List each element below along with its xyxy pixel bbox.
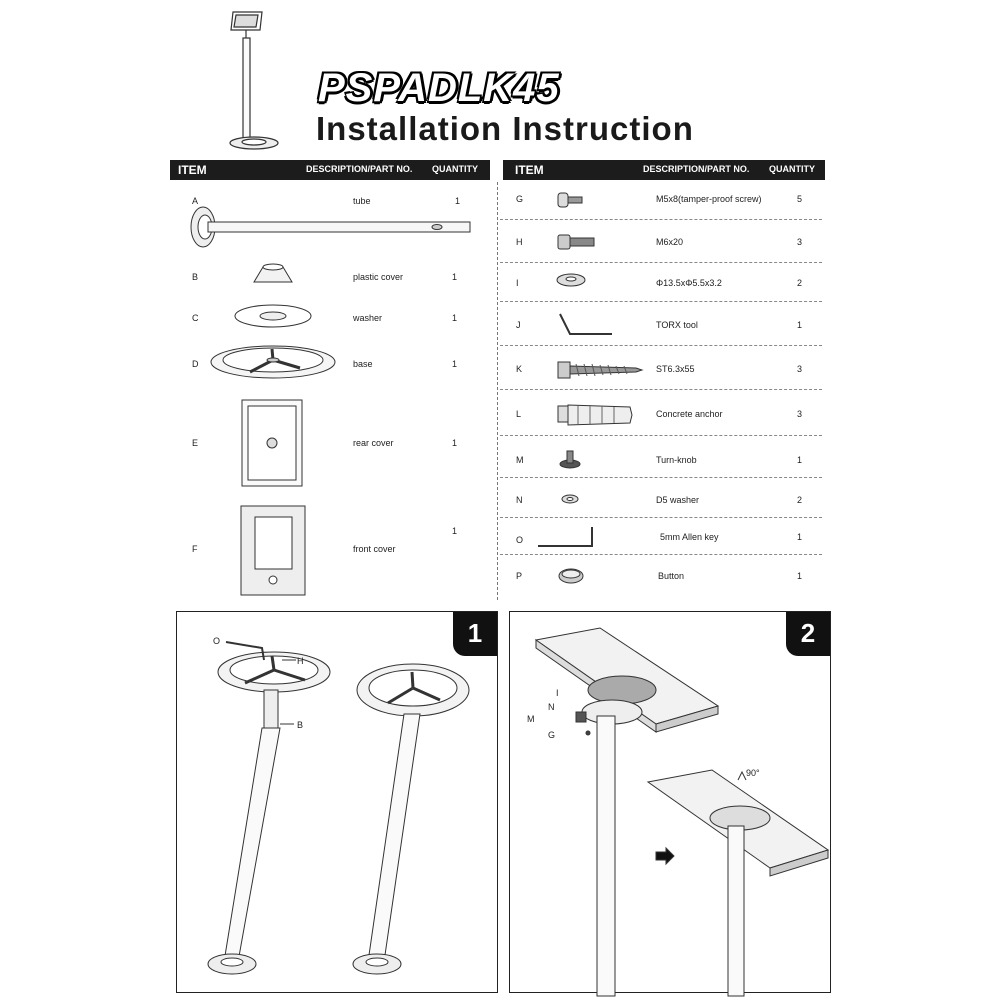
right-table-header	[503, 160, 825, 180]
part-qty-g: 5	[797, 194, 803, 204]
header-item: ITEM	[515, 163, 544, 177]
row-separator	[500, 389, 822, 390]
callout-g: G	[548, 730, 556, 740]
part-desc-l: Concrete anchor	[656, 409, 723, 419]
row-separator	[500, 262, 822, 263]
part-qty-h: 3	[797, 237, 803, 247]
part-item-g: G	[516, 194, 524, 204]
part-desc-b: plastic cover	[353, 272, 404, 282]
part-item-m: M	[516, 455, 524, 465]
part-qty-m: 1	[797, 455, 803, 465]
part-item-f: F	[192, 544, 198, 554]
model-number: PSPADLK45	[318, 66, 560, 110]
part-qty-i: 2	[797, 278, 803, 288]
part-qty-a: 1	[455, 196, 461, 206]
row-separator	[500, 554, 822, 555]
part-item-a: A	[192, 196, 199, 206]
part-item-c: C	[192, 313, 199, 323]
header-item: ITEM	[178, 163, 207, 177]
part-qty-e: 1	[452, 438, 458, 448]
part-desc-p: Button	[658, 571, 685, 581]
part-item-p: P	[516, 571, 523, 581]
part-desc-g: M5x8(tamper-proof screw)	[656, 194, 762, 204]
header-description: DESCRIPTION/PART NO.	[643, 164, 750, 174]
callout-m: M	[527, 714, 535, 724]
part-desc-d: base	[353, 359, 373, 369]
rotation-angle: 90°	[746, 768, 760, 778]
part-item-o: O	[516, 535, 524, 545]
part-item-n: N	[516, 495, 523, 505]
page-title: Installation Instruction	[316, 110, 694, 147]
row-separator	[500, 435, 822, 436]
part-item-l: L	[516, 409, 522, 419]
part-item-j: J	[516, 320, 521, 330]
step-number: 1	[453, 612, 497, 656]
part-qty-b: 1	[452, 272, 458, 282]
part-desc-o: 5mm Allen key	[660, 532, 719, 542]
part-desc-i: Φ13.5xΦ5.5x3.2	[656, 278, 722, 288]
row-separator	[500, 517, 822, 518]
header-description: DESCRIPTION/PART NO.	[306, 164, 413, 174]
part-qty-c: 1	[452, 313, 458, 323]
part-item-k: K	[516, 364, 523, 374]
part-item-i: I	[516, 278, 519, 288]
row-separator	[500, 477, 822, 478]
step-2-illustration	[0, 0, 1, 1]
part-desc-a: tube	[353, 196, 371, 206]
part-qty-n: 2	[797, 495, 803, 505]
part-qty-l: 3	[797, 409, 803, 419]
part-qty-o: 1	[797, 532, 803, 542]
row-separator	[500, 301, 822, 302]
callout-o: O	[213, 636, 221, 646]
header-quantity: QUANTITY	[432, 164, 478, 174]
part-item-h: H	[516, 237, 523, 247]
header-quantity: QUANTITY	[769, 164, 815, 174]
part-desc-c: washer	[353, 313, 383, 323]
part-desc-f: front cover	[353, 544, 396, 554]
row-separator	[500, 345, 822, 346]
callout-h: H	[297, 656, 304, 666]
part-desc-h: M6x20	[656, 237, 684, 247]
part-item-b: B	[192, 272, 199, 282]
part-desc-j: TORX tool	[656, 320, 698, 330]
part-qty-d: 1	[452, 359, 458, 369]
part-desc-e: rear cover	[353, 438, 394, 448]
part-item-d: D	[192, 359, 199, 369]
left-table-header	[170, 160, 490, 180]
part-qty-j: 1	[797, 320, 803, 330]
part-desc-k: ST6.3x55	[656, 364, 695, 374]
step-2-panel	[509, 611, 831, 993]
step-number: 2	[786, 612, 830, 656]
part-qty-k: 3	[797, 364, 803, 374]
part-item-e: E	[192, 438, 199, 448]
row-separator	[500, 219, 822, 220]
part-desc-n: D5 washer	[656, 495, 700, 505]
table-divider	[497, 182, 498, 600]
part-qty-p: 1	[797, 571, 803, 581]
callout-n: N	[548, 702, 555, 712]
callout-i: I	[556, 688, 559, 698]
part-qty-f: 1	[452, 526, 458, 536]
callout-b: B	[297, 720, 304, 730]
part-desc-m: Turn-knob	[656, 455, 697, 465]
